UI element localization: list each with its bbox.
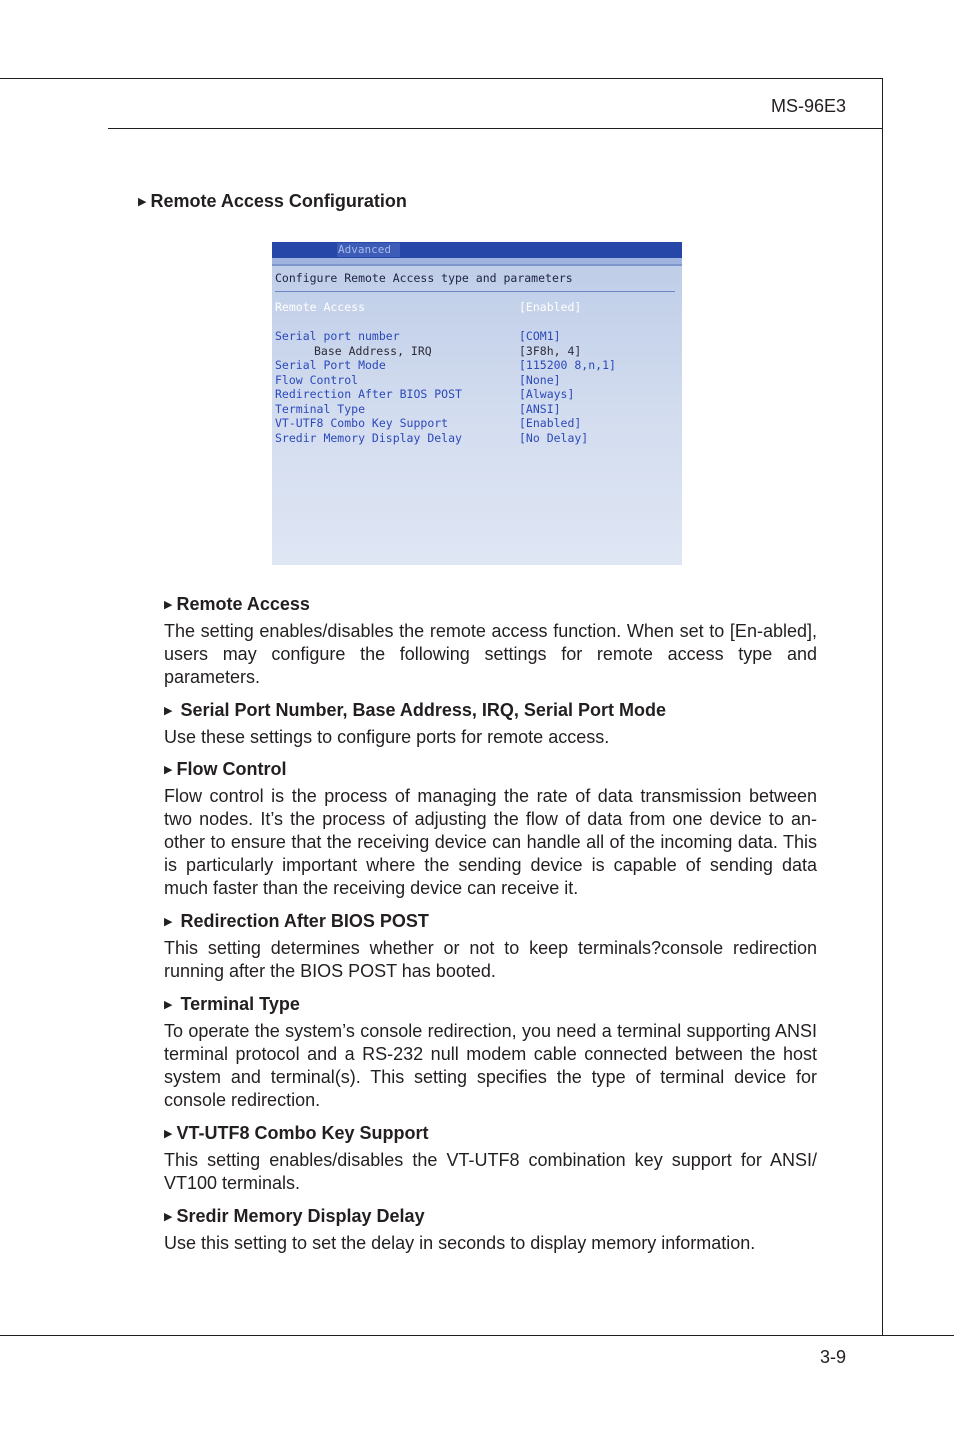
bios-header-text: Configure Remote Access type and parameters: [275, 271, 573, 285]
bios-row-sredir-delay: [275, 431, 679, 445]
item-serial-port: [164, 699, 817, 749]
item-title: ▶ Flow Control: [164, 759, 287, 779]
bios-row-remote-access: [275, 300, 679, 314]
item-body: This setting enables/disables the VT-UTF8 combination key support for ANSI/ VT100 terminals.: [164, 1150, 817, 1193]
bios-row-flow-control: [275, 373, 679, 387]
bios-row-vt-utf8: [275, 416, 679, 430]
item-title: ▶ Serial Port Number, Base Address, IRQ, Serial Port Mode: [164, 700, 666, 720]
bios-row-label: Remote Access: [275, 300, 366, 314]
item-title: ▶ Remote Access: [164, 594, 310, 614]
triangle-bullet-icon: ▶: [164, 1211, 173, 1223]
item-body: Flow control is the process of managing the rate of data transmission between two nodes. It’s the process of adjusting the flow of data from one device to an-other to ensure that the receiving device can handle all of the incoming data. This is particularly important where the sending device is capable of sending data much faster than the receiving device can receive it.: [164, 786, 817, 898]
bios-row-label: Serial Port Mode: [275, 358, 386, 372]
header-rule: [108, 128, 883, 129]
item-body: Use this setting to set the delay in seconds to display memory information.: [164, 1233, 756, 1253]
bios-row-label: Flow Control: [275, 373, 359, 387]
bios-row-label: Sredir Memory Display Delay: [275, 431, 462, 445]
item-title: ▶ Redirection After BIOS POST: [164, 911, 429, 931]
triangle-bullet-icon: ▶: [164, 1128, 173, 1140]
bios-row-terminal-type: [275, 402, 679, 416]
top-rule: [0, 78, 883, 79]
item-body: The setting enables/disables the remote access function. When set to [En-abled], users may configure the following settings for remote access type and parameters.: [164, 621, 817, 687]
triangle-bullet-icon: ▶: [164, 916, 173, 928]
item-body: To operate the system’s console redirection, you need a terminal supporting ANSI terminal protocol and a RS-232 null modem cable connected between the host system and terminal(s). This setting specifies the type of terminal device for console redirection.: [164, 1021, 817, 1110]
bios-divider: [272, 264, 682, 266]
bios-row-serial-port-mode: [275, 358, 679, 372]
model-number: MS-96E3: [770, 96, 846, 116]
triangle-bullet-icon: ▶: [164, 705, 173, 717]
triangle-bullet-icon: ▶: [164, 764, 173, 776]
item-remote-access: [164, 593, 817, 689]
bios-tab-advanced: Advanced: [337, 243, 400, 257]
item-sredir-delay: [164, 1205, 817, 1255]
item-redirection: [164, 910, 817, 983]
item-title: ▶ Sredir Memory Display Delay: [164, 1206, 425, 1226]
item-title: ▶ Terminal Type: [164, 994, 300, 1014]
item-flow-control: [164, 758, 817, 900]
item-body: Use these settings to configure ports for remote access.: [164, 727, 610, 747]
bottom-rule: [0, 1335, 954, 1336]
item-body: This setting determines whether or not to keep terminals?console redirection running after the BIOS POST has booted.: [164, 938, 817, 981]
item-title: ▶ VT-UTF8 Combo Key Support: [164, 1123, 429, 1143]
bios-row-redirection: [275, 387, 679, 401]
bios-row-value: [None]: [519, 373, 561, 387]
triangle-bullet-icon: ▶: [164, 599, 173, 611]
bios-row-label: Serial port number: [275, 329, 400, 343]
bios-row-value: [Enabled]: [519, 300, 582, 314]
bios-separator: [275, 291, 675, 292]
bios-row-value: [115200 8,n,1]: [519, 358, 616, 372]
bios-menu-bar: [272, 242, 682, 258]
item-terminal-type: [164, 993, 817, 1112]
bios-row-value: [COM1]: [519, 329, 561, 343]
right-margin-rule: [882, 78, 883, 1336]
bios-screenshot: [272, 242, 682, 565]
bios-row-value: [ANSI]: [519, 402, 561, 416]
bios-row-value: [No Delay]: [519, 431, 589, 445]
section-title-text: Remote Access Configuration: [150, 191, 407, 211]
bios-row-base-address: [275, 344, 679, 358]
bios-row-label: VT-UTF8 Combo Key Support: [275, 416, 449, 430]
bios-row-label: Redirection After BIOS POST: [275, 387, 462, 401]
bios-row-label: Terminal Type: [275, 402, 366, 416]
item-vt-utf8: [164, 1122, 817, 1195]
bios-row-value: [Always]: [519, 387, 575, 401]
bios-row-label: Base Address, IRQ: [314, 344, 432, 358]
page-number: 3-9: [819, 1347, 846, 1367]
triangle-bullet-icon: ▶: [164, 999, 173, 1011]
bios-row-value: [3F8h, 4]: [519, 344, 582, 358]
bios-row-value: [Enabled]: [519, 416, 582, 430]
triangle-bullet-icon: ▶: [138, 196, 147, 208]
section-title: [138, 191, 407, 212]
bios-row-serial-port-number: [275, 329, 679, 343]
